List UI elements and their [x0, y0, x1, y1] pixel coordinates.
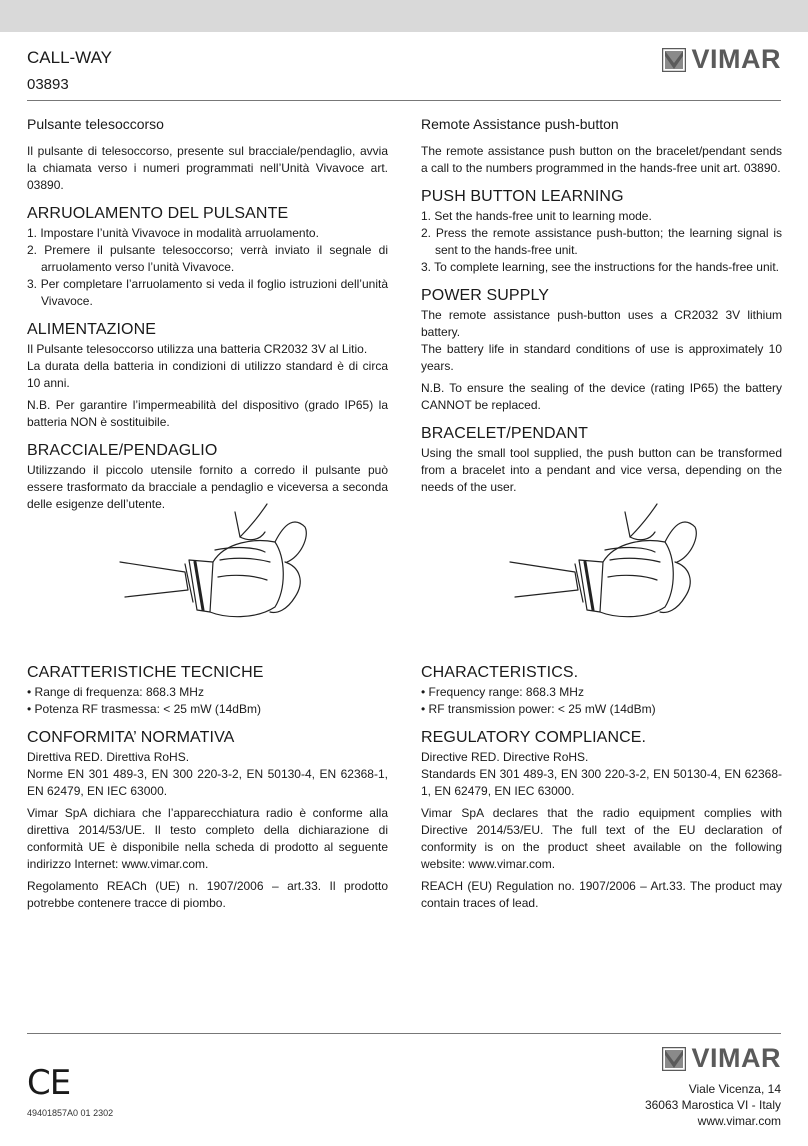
- brand-name: VIMAR: [691, 44, 781, 74]
- learning-steps-it: [27, 225, 388, 310]
- power-note-en: N.B. To ensure the sealing of the device (rating IP65) the battery CANNOT be replaced.: [421, 381, 782, 412]
- compliance-p2-en: Standards EN 301 489-3, EN 300 220-3-2, EN 50130-4, EN 62368-1, EN 62479, EN IEC 63000.: [421, 767, 782, 798]
- compliance-p3-it: Vimar SpA dichiara che l’apparecchiatura radio è conforme alla direttiva 2014/53/UE. Il testo completo della dichiarazione di conformità UE è disponibile nella scheda di prodotto al seguente indirizzo Internet: www.vimar.com.: [27, 806, 388, 871]
- footer-divider: [27, 1033, 781, 1034]
- top-bar: [0, 0, 808, 32]
- compliance-p3-en: Vimar SpA declares that the radio equipment complies with Directive 2014/53/EU. The full text of the EU declaration of conformity is on the product sheet available on the following website: www.vimar.com.: [421, 806, 782, 871]
- english-column: [421, 116, 782, 496]
- vimar-logo-mark-icon: [662, 48, 686, 72]
- address-street: Viale Vicenza, 14: [688, 1082, 781, 1096]
- learning-steps-en: [421, 208, 782, 276]
- vimar-logo-mark-icon: [662, 1047, 686, 1071]
- learning-title-it: ARRUOLAMENTO DEL PULSANTE: [27, 205, 289, 222]
- italian-column-bottom: [27, 664, 388, 912]
- tech-list-en: [421, 684, 782, 718]
- tech-title-it: CARATTERISTICHE TECNICHE: [27, 664, 264, 681]
- intro-text-it: Il pulsante di telesoccorso, presente sul bracciale/pendaglio, avvia la chiamata verso i numeri programmati nell’Unità Vivavoce art. 03890.: [27, 144, 388, 192]
- italian-column: [27, 116, 388, 513]
- list-item: 2. Press the remote assistance push-button; the learning signal is sent to the hands-free unit.: [421, 226, 782, 257]
- tech-title-en: CHARACTERISTICS.: [421, 664, 579, 681]
- company-address: [645, 1081, 781, 1129]
- intro-text-en: The remote assistance push button on the bracelet/pendant sends a call to the numbers programmed in the hands-free unit art. 03890.: [421, 144, 782, 175]
- list-item: 1. Set the hands-free unit to learning mode.: [421, 209, 652, 223]
- compliance-p4-it: Regolamento REACh (UE) n. 1907/2006 – art.33. Il prodotto potrebbe contenere tracce di piombo.: [27, 879, 388, 910]
- list-item: • RF transmission power: < 25 mW (14dBm): [421, 702, 656, 716]
- list-item: • Range di frequenza: 868.3 MHz: [27, 685, 204, 699]
- tech-list-it: [27, 684, 388, 718]
- power-p2-it: La durata della batteria in condizioni di utilizzo standard è di circa 10 anni.: [27, 359, 388, 390]
- product-name: CALL-WAY: [27, 48, 113, 67]
- list-item: 1. Impostare l’unità Vivavoce in modalità arruolamento.: [27, 226, 319, 240]
- list-item: • Potenza RF trasmessa: < 25 mW (14dBm): [27, 702, 261, 716]
- power-note-it: N.B. Per garantire l’impermeabilità del dispositivo (grado IP65) la batteria NON è sostituibile.: [27, 398, 388, 429]
- compliance-p1-it: Direttiva RED. Direttiva RoHS.: [27, 750, 190, 764]
- header-divider: [27, 100, 781, 101]
- english-column-bottom: [421, 664, 782, 912]
- product-code: 03893: [27, 76, 69, 93]
- power-title-en: POWER SUPPLY: [421, 287, 550, 304]
- power-p2-en: The battery life in standard conditions of use is approximately 10 years.: [421, 342, 782, 373]
- compliance-title-it: CONFORMITA’ NORMATIVA: [27, 729, 235, 746]
- bracelet-text-it: Utilizzando il piccolo utensile fornito a corredo il pulsante può essere trasformato da bracciale a pendaglio e viceversa a seconda delle esigenze dell’utente.: [27, 463, 388, 511]
- list-item: • Frequency range: 868.3 MHz: [421, 685, 584, 699]
- compliance-p4-en: REACH (EU) Regulation no. 1907/2006 – Art.33. The product may contain traces of lead.: [421, 879, 782, 910]
- document-code: 49401857A0 01 2302: [27, 1108, 114, 1118]
- compliance-p2-it: Norme EN 301 489-3, EN 300 220-3-2, EN 50130-4, EN 62368-1, EN 62479, EN IEC 63000.: [27, 767, 388, 798]
- list-item: 3. To complete learning, see the instructions for the hands-free unit.: [421, 260, 779, 274]
- bracelet-tool-illustration-en: [505, 502, 725, 632]
- website-link[interactable]: www.vimar.com: [697, 1114, 781, 1128]
- intro-title-en: Remote Assistance push-button: [421, 116, 619, 132]
- compliance-title-en: REGULATORY COMPLIANCE.: [421, 729, 647, 746]
- bracelet-title-en: BRACELET/PENDANT: [421, 425, 588, 442]
- power-p1-en: The remote assistance push-button uses a CR2032 3V lithium battery.: [421, 308, 782, 339]
- address-city: 36063 Marostica VI - Italy: [644, 1098, 781, 1112]
- list-item: 2. Premere il pulsante telesoccorso; verrà inviato il segnale di arruolamento verso l’unità Vivavoce.: [27, 243, 388, 274]
- intro-title-it: Pulsante telesoccorso: [27, 116, 164, 132]
- bracelet-text-en: Using the small tool supplied, the push button can be transformed from a bracelet into a pendant and vice versa, depending on the needs of the user.: [421, 446, 782, 494]
- vimar-logo: [662, 44, 782, 75]
- list-item: 3. Per completare l’arruolamento si veda il foglio istruzioni dell’unità Vivavoce.: [27, 277, 388, 308]
- vimar-logo-footer: [662, 1043, 782, 1074]
- power-p1-it: Il Pulsante telesoccorso utilizza una batteria CR2032 3V al Litio.: [27, 342, 368, 356]
- bracelet-tool-illustration: [115, 502, 335, 632]
- compliance-p1-en: Directive RED. Directive RoHS.: [421, 750, 589, 764]
- brand-name-footer: VIMAR: [691, 1043, 781, 1073]
- power-title-it: ALIMENTAZIONE: [27, 321, 157, 338]
- learning-title-en: PUSH BUTTON LEARNING: [421, 188, 624, 205]
- bracelet-title-it: BRACCIALE/PENDAGLIO: [27, 442, 218, 459]
- ce-mark: CE: [27, 1063, 71, 1103]
